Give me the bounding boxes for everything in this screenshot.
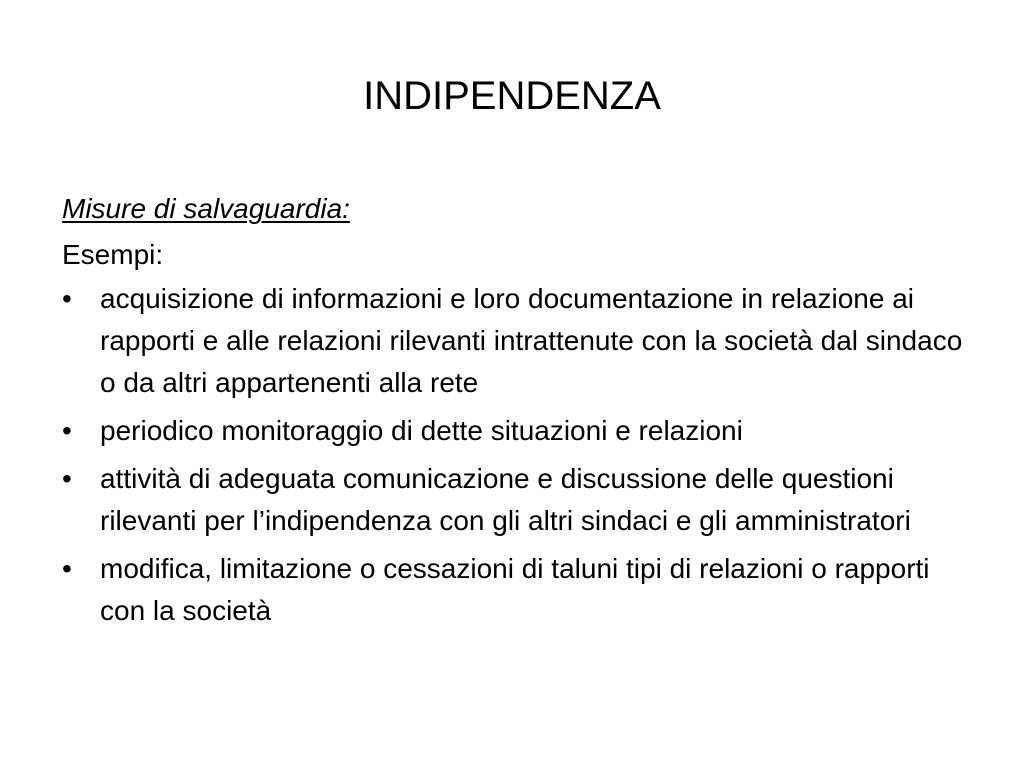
bullet-item — [62, 278, 982, 404]
bullet-item — [62, 548, 982, 632]
slide-title: INDIPENDENZA — [363, 74, 661, 118]
bullet-text: acquisizione di informazioni e loro documentazione in relazione ai rapporti e alle relazioni rilevanti intrattenute con la società dal sindaco o da altri appartenenti alla rete — [100, 283, 963, 398]
bullet-item — [62, 410, 982, 452]
bullet-icon: • — [62, 415, 72, 446]
bullet-icon: • — [62, 463, 72, 494]
subheading: Misure di salvaguardia: — [62, 193, 350, 224]
bullet-list — [62, 278, 982, 632]
slide-content — [62, 188, 982, 638]
bullet-text: attività di adeguata comunicazione e discussione delle questioni rilevanti per l’indipendenza con gli altri sindaci e gli amministratori — [100, 463, 911, 536]
bullet-text: periodico monitoraggio di dette situazioni e relazioni — [100, 415, 743, 446]
bullet-icon: • — [62, 283, 72, 314]
bullet-text: modifica, limitazione o cessazioni di taluni tipi di relazioni o rapporti con la società — [100, 553, 930, 626]
bullet-icon: • — [62, 553, 72, 584]
intro-text: Esempi: — [62, 239, 164, 270]
bullet-item — [62, 458, 982, 542]
